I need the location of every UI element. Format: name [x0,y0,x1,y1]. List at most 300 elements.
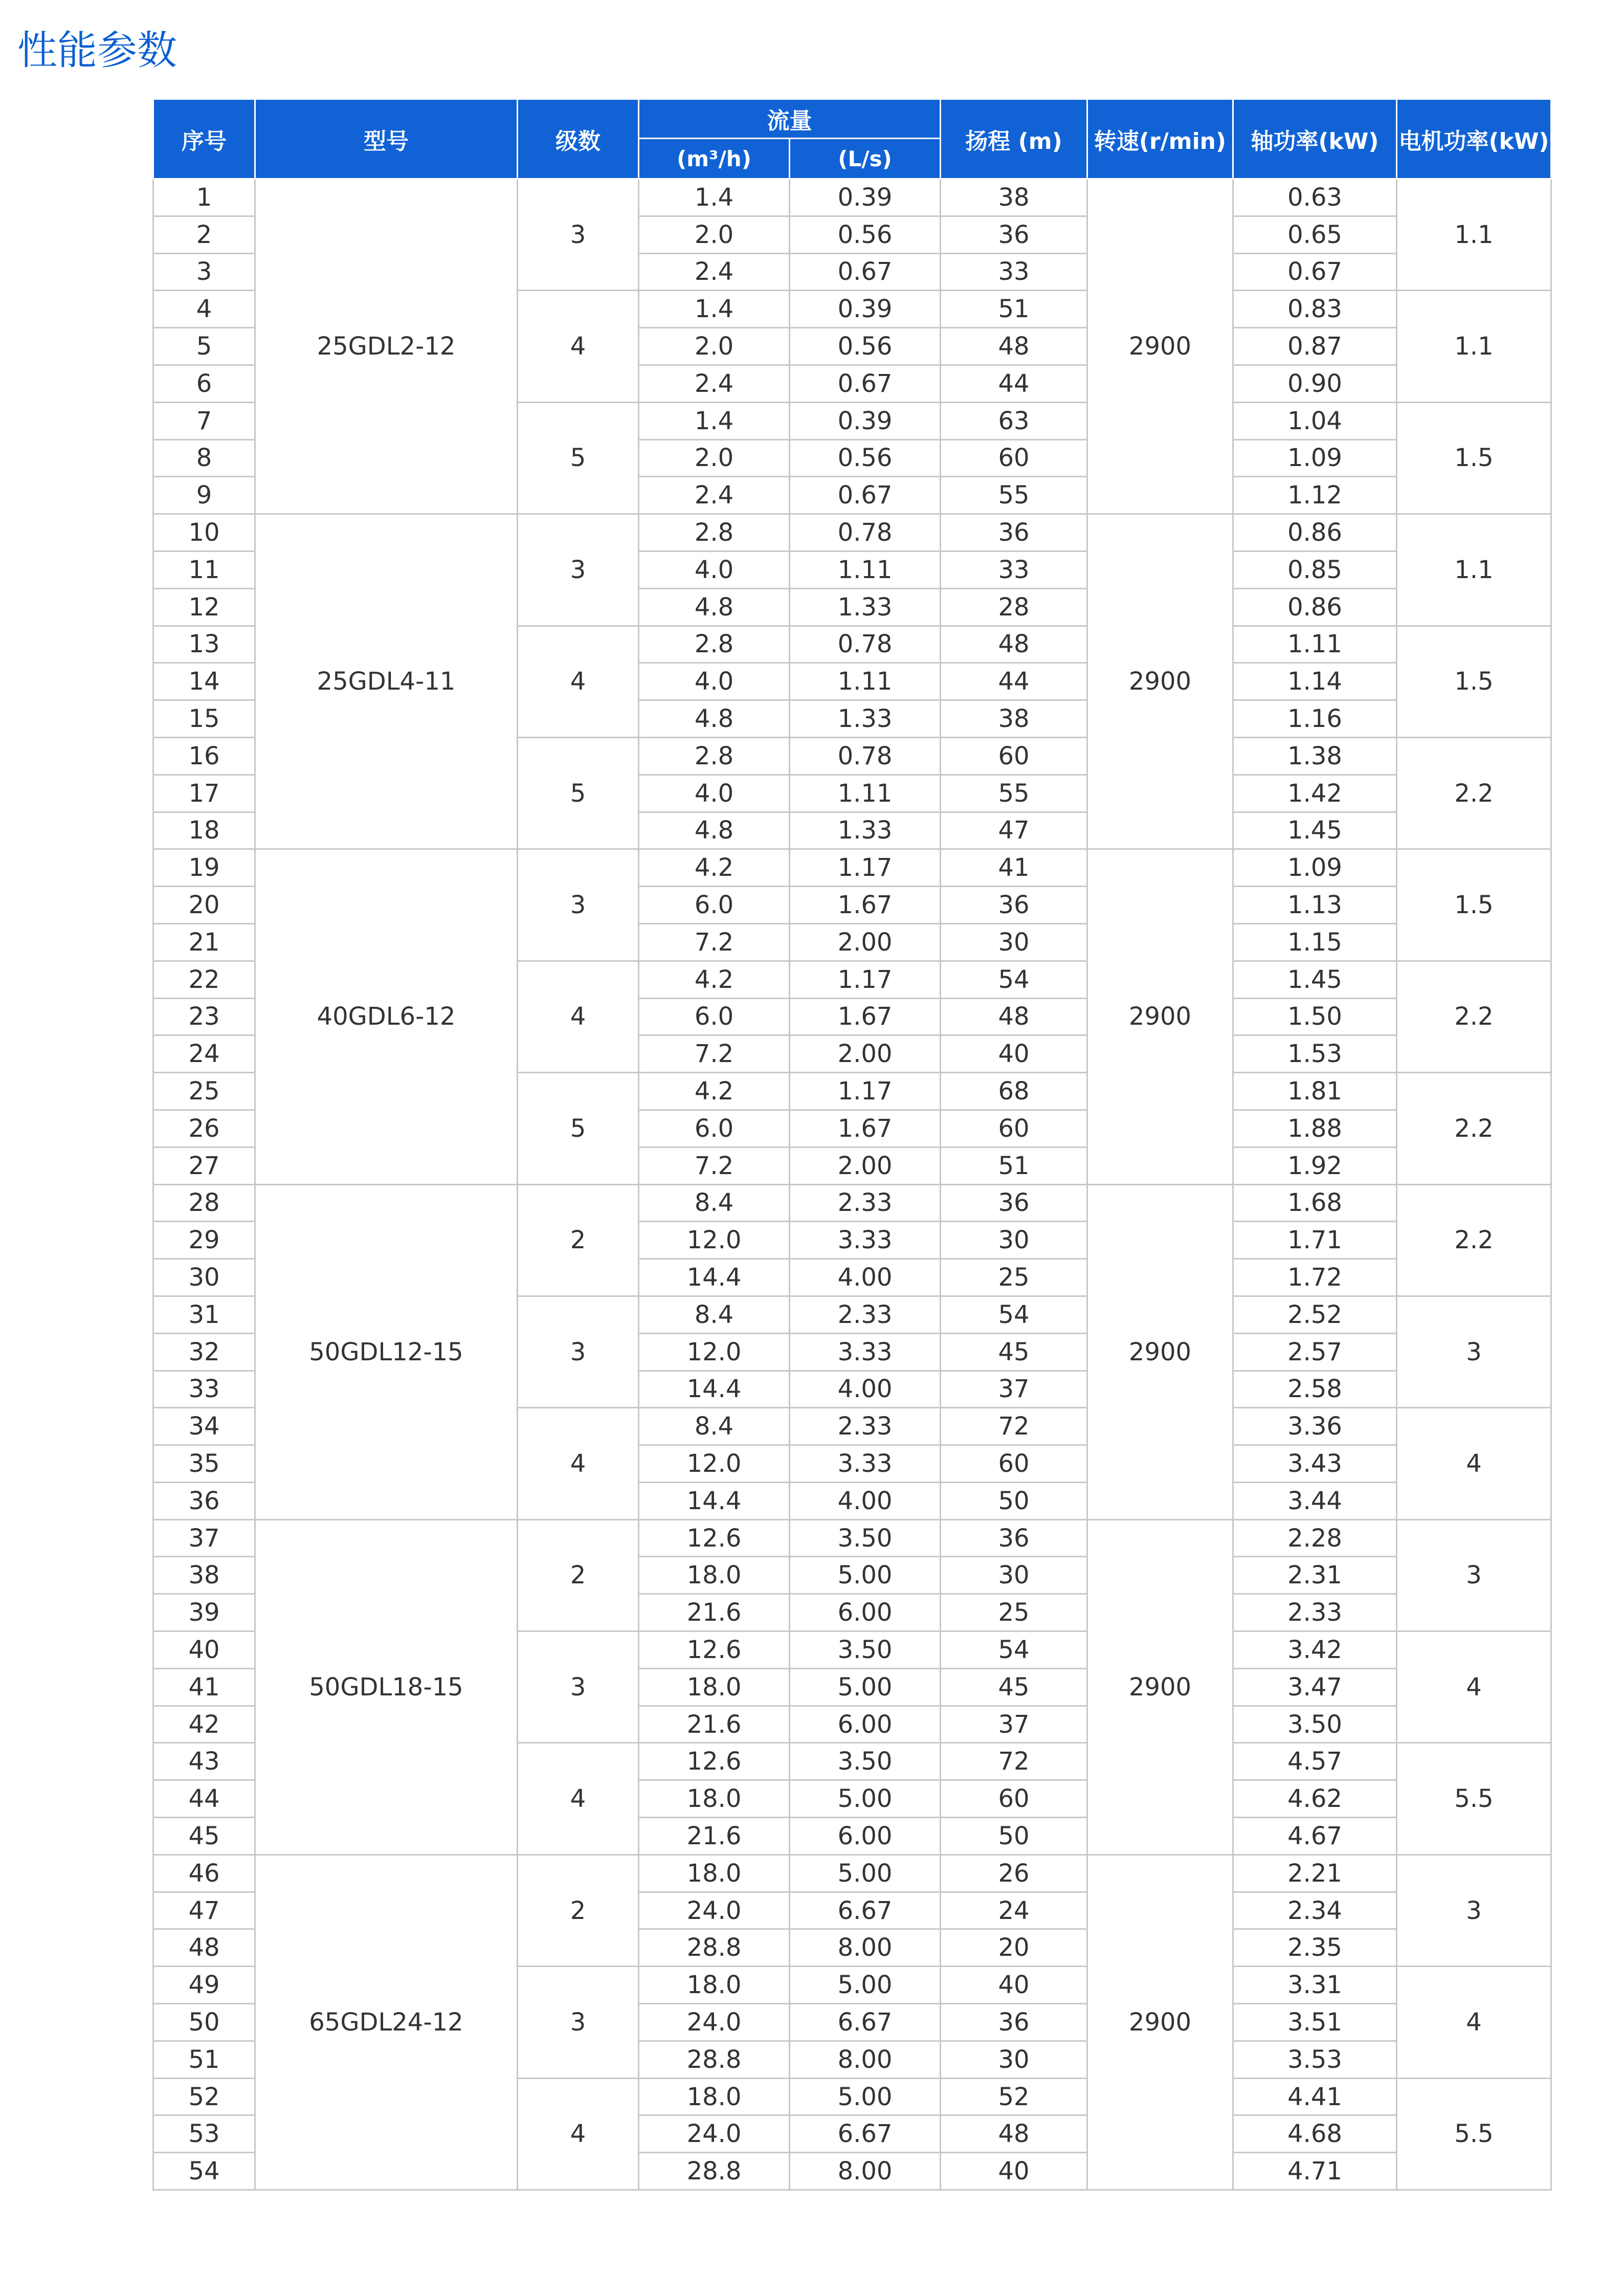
cell-head: 48 [941,998,1087,1035]
cell-flow-ls: 5.00 [790,1780,941,1818]
cell-head: 26 [941,1855,1087,1892]
cell-motor-power: 5.5 [1397,1743,1551,1855]
cell-flow-m3h: 1.4 [639,402,790,439]
cell-flow-ls: 8.00 [790,2153,941,2190]
cell-stages: 3 [518,1296,639,1407]
cell-shaft-power: 4.41 [1233,2078,1397,2115]
cell-flow-m3h: 4.2 [639,961,790,998]
cell-shaft-power: 1.14 [1233,663,1397,700]
cell-model: 65GDL24-12 [255,1855,518,2190]
cell-shaft-power: 1.50 [1233,998,1397,1035]
cell-flow-ls: 6.00 [790,1594,941,1631]
cell-speed: 2900 [1087,1855,1233,2190]
cell-motor-power: 1.1 [1397,514,1551,626]
cell-motor-power: 3 [1397,1296,1551,1407]
cell-shaft-power: 1.38 [1233,737,1397,775]
cell-motor-power: 1.5 [1397,626,1551,737]
cell-flow-m3h: 21.6 [639,1818,790,1855]
cell-shaft-power: 2.57 [1233,1333,1397,1371]
cell-flow-m3h: 18.0 [639,1557,790,1594]
cell-shaft-power: 2.31 [1233,1557,1397,1594]
table-row [153,1519,1551,1557]
cell-shaft-power: 2.34 [1233,1892,1397,1929]
cell-no: 31 [153,1296,255,1333]
cell-no: 27 [153,1147,255,1184]
cell-stages: 5 [518,737,639,849]
table-body [153,179,1551,2190]
cell-head: 44 [941,663,1087,700]
cell-no: 5 [153,328,255,365]
cell-flow-ls: 0.39 [790,291,941,328]
cell-flow-ls: 0.67 [790,477,941,514]
cell-no: 4 [153,291,255,328]
cell-model: 40GDL6-12 [255,849,518,1184]
cell-flow-m3h: 14.4 [639,1371,790,1408]
cell-head: 60 [941,737,1087,775]
cell-shaft-power: 4.67 [1233,1818,1397,1855]
cell-shaft-power: 3.51 [1233,2004,1397,2041]
cell-no: 51 [153,2041,255,2078]
cell-flow-m3h: 21.6 [639,1706,790,1743]
cell-stages: 5 [518,402,639,514]
cell-flow-ls: 2.00 [790,923,941,961]
cell-motor-power: 5.5 [1397,2078,1551,2190]
cell-head: 36 [941,1519,1087,1557]
header-motor-power: 电机功率(kW) [1397,99,1551,179]
cell-motor-power: 2.2 [1397,737,1551,849]
cell-no: 29 [153,1222,255,1259]
cell-shaft-power: 2.21 [1233,1855,1397,1892]
cell-flow-m3h: 12.6 [639,1631,790,1669]
cell-flow-m3h: 4.8 [639,588,790,626]
table-row [153,179,1551,216]
cell-flow-m3h: 1.4 [639,291,790,328]
cell-shaft-power: 0.90 [1233,365,1397,402]
cell-flow-ls: 5.00 [790,1855,941,1892]
cell-head: 37 [941,1706,1087,1743]
cell-flow-m3h: 12.6 [639,1743,790,1780]
cell-flow-m3h: 4.2 [639,849,790,887]
cell-no: 52 [153,2078,255,2115]
cell-flow-ls: 6.67 [790,2004,941,2041]
cell-flow-ls: 6.00 [790,1706,941,1743]
cell-flow-m3h: 18.0 [639,1668,790,1706]
cell-speed: 2900 [1087,1184,1233,1519]
cell-shaft-power: 1.11 [1233,626,1397,663]
header-model: 型号 [255,99,518,179]
cell-stages: 3 [518,179,639,291]
cell-flow-ls: 4.00 [790,1482,941,1519]
cell-flow-m3h: 6.0 [639,1110,790,1147]
cell-flow-ls: 0.78 [790,626,941,663]
cell-shaft-power: 3.50 [1233,1706,1397,1743]
cell-no: 28 [153,1184,255,1222]
cell-flow-m3h: 18.0 [639,2078,790,2115]
cell-head: 51 [941,1147,1087,1184]
header-flow-m3h: (m³/h) [639,139,790,179]
cell-no: 36 [153,1482,255,1519]
cell-head: 45 [941,1333,1087,1371]
header-flow: 流量 [639,99,941,139]
cell-stages: 2 [518,1855,639,1966]
cell-no: 10 [153,514,255,551]
cell-motor-power: 1.1 [1397,291,1551,402]
cell-shaft-power: 1.45 [1233,812,1397,849]
cell-no: 26 [153,1110,255,1147]
cell-head: 54 [941,1631,1087,1669]
cell-shaft-power: 1.12 [1233,477,1397,514]
cell-flow-m3h: 28.8 [639,2153,790,2190]
cell-head: 72 [941,1408,1087,1445]
cell-shaft-power: 2.33 [1233,1594,1397,1631]
cell-flow-ls: 4.00 [790,1259,941,1296]
cell-no: 23 [153,998,255,1035]
cell-head: 30 [941,2041,1087,2078]
cell-flow-ls: 1.67 [790,1110,941,1147]
cell-head: 36 [941,514,1087,551]
cell-no: 41 [153,1668,255,1706]
cell-stages: 4 [518,1408,639,1519]
cell-model: 50GDL18-15 [255,1519,518,1855]
cell-no: 42 [153,1706,255,1743]
cell-shaft-power: 1.42 [1233,775,1397,812]
cell-no: 1 [153,179,255,216]
cell-shaft-power: 1.45 [1233,961,1397,998]
cell-no: 54 [153,2153,255,2190]
cell-stages: 3 [518,514,639,626]
cell-head: 25 [941,1259,1087,1296]
cell-no: 46 [153,1855,255,1892]
cell-head: 36 [941,2004,1087,2041]
cell-head: 30 [941,1222,1087,1259]
cell-head: 63 [941,402,1087,439]
cell-head: 50 [941,1482,1087,1519]
cell-head: 30 [941,1557,1087,1594]
cell-flow-ls: 0.39 [790,402,941,439]
cell-flow-ls: 2.00 [790,1035,941,1073]
cell-flow-ls: 8.00 [790,2041,941,2078]
cell-head: 38 [941,700,1087,738]
cell-head: 36 [941,216,1087,253]
cell-flow-m3h: 14.4 [639,1482,790,1519]
cell-no: 11 [153,551,255,588]
cell-no: 17 [153,775,255,812]
cell-flow-ls: 1.11 [790,775,941,812]
cell-head: 45 [941,1668,1087,1706]
cell-head: 55 [941,775,1087,812]
cell-head: 60 [941,1780,1087,1818]
header-speed: 转速(r/min) [1087,99,1233,179]
cell-shaft-power: 1.09 [1233,439,1397,477]
cell-head: 54 [941,961,1087,998]
cell-shaft-power: 1.16 [1233,700,1397,738]
cell-flow-ls: 3.33 [790,1333,941,1371]
cell-no: 38 [153,1557,255,1594]
cell-motor-power: 4 [1397,1408,1551,1519]
cell-flow-m3h: 7.2 [639,1147,790,1184]
cell-stages: 4 [518,961,639,1072]
cell-no: 20 [153,887,255,924]
cell-head: 41 [941,849,1087,887]
cell-shaft-power: 3.47 [1233,1668,1397,1706]
table-row [153,1855,1551,1892]
cell-shaft-power: 0.85 [1233,551,1397,588]
cell-flow-m3h: 12.6 [639,1519,790,1557]
cell-flow-ls: 2.33 [790,1408,941,1445]
cell-flow-m3h: 4.2 [639,1073,790,1110]
cell-motor-power: 1.5 [1397,402,1551,514]
cell-motor-power: 1.5 [1397,849,1551,961]
cell-shaft-power: 3.36 [1233,1408,1397,1445]
cell-head: 55 [941,477,1087,514]
cell-head: 38 [941,179,1087,216]
cell-model: 50GDL12-15 [255,1184,518,1519]
cell-head: 37 [941,1371,1087,1408]
cell-no: 37 [153,1519,255,1557]
cell-flow-ls: 3.50 [790,1519,941,1557]
cell-motor-power: 3 [1397,1519,1551,1631]
cell-flow-ls: 5.00 [790,1668,941,1706]
cell-flow-m3h: 8.4 [639,1408,790,1445]
cell-stages: 2 [518,1184,639,1296]
cell-head: 25 [941,1594,1087,1631]
cell-flow-m3h: 8.4 [639,1296,790,1333]
cell-flow-ls: 1.33 [790,700,941,738]
cell-head: 47 [941,812,1087,849]
cell-flow-ls: 1.67 [790,998,941,1035]
cell-flow-m3h: 2.4 [639,253,790,291]
cell-flow-m3h: 8.4 [639,1184,790,1222]
cell-flow-m3h: 1.4 [639,179,790,216]
cell-shaft-power: 0.86 [1233,514,1397,551]
table-row [153,1184,1551,1222]
cell-flow-m3h: 2.8 [639,737,790,775]
header-stages: 级数 [518,99,639,179]
cell-no: 48 [153,1929,255,1967]
cell-no: 24 [153,1035,255,1073]
header-shaft-power: 轴功率(kW) [1233,99,1397,179]
cell-shaft-power: 1.09 [1233,849,1397,887]
header-flow-ls: (L/s) [790,139,941,179]
cell-no: 44 [153,1780,255,1818]
cell-motor-power: 2.2 [1397,1073,1551,1184]
cell-shaft-power: 1.81 [1233,1073,1397,1110]
cell-shaft-power: 0.86 [1233,588,1397,626]
cell-flow-ls: 2.33 [790,1296,941,1333]
cell-no: 32 [153,1333,255,1371]
cell-flow-m3h: 28.8 [639,1929,790,1967]
cell-no: 19 [153,849,255,887]
cell-head: 60 [941,439,1087,477]
cell-model: 25GDL4-11 [255,514,518,849]
header-head: 扬程 (m) [941,99,1087,179]
cell-shaft-power: 0.83 [1233,291,1397,328]
cell-flow-ls: 6.67 [790,1892,941,1929]
cell-head: 44 [941,365,1087,402]
cell-flow-m3h: 2.4 [639,477,790,514]
cell-motor-power: 2.2 [1397,961,1551,1072]
cell-flow-ls: 4.00 [790,1371,941,1408]
cell-shaft-power: 2.35 [1233,1929,1397,1967]
header-no: 序号 [153,99,255,179]
cell-shaft-power: 3.43 [1233,1445,1397,1483]
cell-shaft-power: 4.62 [1233,1780,1397,1818]
cell-flow-ls: 1.67 [790,887,941,924]
cell-flow-m3h: 7.2 [639,923,790,961]
cell-shaft-power: 1.53 [1233,1035,1397,1073]
cell-flow-ls: 0.67 [790,253,941,291]
cell-head: 33 [941,253,1087,291]
cell-flow-m3h: 21.6 [639,1594,790,1631]
cell-head: 20 [941,1929,1087,1967]
cell-flow-m3h: 12.0 [639,1222,790,1259]
cell-stages: 5 [518,1073,639,1184]
cell-flow-ls: 5.00 [790,2078,941,2115]
cell-flow-ls: 3.50 [790,1743,941,1780]
cell-flow-ls: 0.56 [790,216,941,253]
cell-shaft-power: 1.04 [1233,402,1397,439]
cell-stages: 4 [518,1743,639,1855]
cell-no: 22 [153,961,255,998]
table-header [153,99,1551,179]
cell-no: 35 [153,1445,255,1483]
cell-speed: 2900 [1087,179,1233,514]
cell-shaft-power: 1.88 [1233,1110,1397,1147]
cell-stages: 3 [518,1631,639,1743]
cell-motor-power: 4 [1397,1967,1551,2078]
cell-head: 36 [941,887,1087,924]
cell-flow-m3h: 7.2 [639,1035,790,1073]
cell-flow-ls: 1.33 [790,588,941,626]
cell-shaft-power: 4.57 [1233,1743,1397,1780]
cell-flow-ls: 1.17 [790,1073,941,1110]
cell-flow-ls: 8.00 [790,1929,941,1967]
cell-no: 47 [153,1892,255,1929]
cell-motor-power: 2.2 [1397,1184,1551,1296]
cell-flow-m3h: 4.0 [639,551,790,588]
cell-no: 13 [153,626,255,663]
cell-flow-ls: 3.33 [790,1222,941,1259]
cell-no: 40 [153,1631,255,1669]
cell-shaft-power: 4.68 [1233,2115,1397,2153]
cell-head: 28 [941,588,1087,626]
cell-shaft-power: 1.68 [1233,1184,1397,1222]
cell-shaft-power: 0.65 [1233,216,1397,253]
cell-flow-m3h: 2.0 [639,439,790,477]
cell-flow-ls: 0.67 [790,365,941,402]
cell-motor-power: 3 [1397,1855,1551,1966]
cell-flow-ls: 5.00 [790,1557,941,1594]
cell-stages: 4 [518,626,639,737]
cell-no: 3 [153,253,255,291]
cell-flow-m3h: 12.0 [639,1445,790,1483]
cell-flow-ls: 3.33 [790,1445,941,1483]
cell-shaft-power: 0.67 [1233,253,1397,291]
cell-speed: 2900 [1087,849,1233,1184]
cell-no: 8 [153,439,255,477]
cell-flow-m3h: 28.8 [639,2041,790,2078]
performance-table [152,98,1552,2191]
cell-flow-m3h: 18.0 [639,1967,790,2004]
cell-flow-ls: 2.00 [790,1147,941,1184]
cell-flow-ls: 1.11 [790,551,941,588]
cell-flow-m3h: 14.4 [639,1259,790,1296]
cell-head: 40 [941,1967,1087,2004]
cell-no: 2 [153,216,255,253]
cell-shaft-power: 3.53 [1233,2041,1397,2078]
cell-head: 40 [941,1035,1087,1073]
cell-head: 48 [941,328,1087,365]
cell-flow-m3h: 4.8 [639,700,790,738]
cell-head: 52 [941,2078,1087,2115]
cell-flow-m3h: 2.8 [639,626,790,663]
cell-shaft-power: 3.42 [1233,1631,1397,1669]
cell-no: 18 [153,812,255,849]
cell-head: 68 [941,1073,1087,1110]
table-row [153,849,1551,887]
cell-shaft-power: 3.44 [1233,1482,1397,1519]
cell-head: 72 [941,1743,1087,1780]
cell-no: 50 [153,2004,255,2041]
cell-flow-ls: 5.00 [790,1967,941,2004]
cell-flow-ls: 0.78 [790,514,941,551]
table-row [153,514,1551,551]
cell-head: 33 [941,551,1087,588]
cell-head: 60 [941,1110,1087,1147]
cell-shaft-power: 1.13 [1233,887,1397,924]
cell-flow-m3h: 24.0 [639,2004,790,2041]
cell-head: 40 [941,2153,1087,2190]
cell-flow-ls: 0.56 [790,328,941,365]
cell-shaft-power: 1.71 [1233,1222,1397,1259]
cell-no: 15 [153,700,255,738]
cell-no: 25 [153,1073,255,1110]
cell-head: 48 [941,2115,1087,2153]
cell-speed: 2900 [1087,1519,1233,1855]
cell-no: 14 [153,663,255,700]
cell-no: 6 [153,365,255,402]
cell-no: 39 [153,1594,255,1631]
cell-shaft-power: 0.87 [1233,328,1397,365]
cell-no: 16 [153,737,255,775]
cell-shaft-power: 1.72 [1233,1259,1397,1296]
cell-flow-ls: 3.50 [790,1631,941,1669]
cell-shaft-power: 2.52 [1233,1296,1397,1333]
page-title: 性能参数 [17,28,177,74]
cell-shaft-power: 2.28 [1233,1519,1397,1557]
cell-flow-ls: 0.78 [790,737,941,775]
cell-flow-ls: 0.39 [790,179,941,216]
cell-flow-m3h: 6.0 [639,887,790,924]
cell-no: 12 [153,588,255,626]
cell-flow-m3h: 2.4 [639,365,790,402]
cell-flow-m3h: 4.0 [639,663,790,700]
cell-flow-m3h: 4.0 [639,775,790,812]
cell-head: 50 [941,1818,1087,1855]
cell-shaft-power: 0.63 [1233,179,1397,216]
cell-stages: 3 [518,1967,639,2078]
cell-flow-m3h: 12.0 [639,1333,790,1371]
cell-flow-ls: 1.11 [790,663,941,700]
cell-flow-m3h: 2.8 [639,514,790,551]
cell-stages: 3 [518,849,639,961]
cell-motor-power: 1.1 [1397,179,1551,291]
cell-flow-m3h: 2.0 [639,328,790,365]
cell-head: 36 [941,1184,1087,1222]
cell-flow-m3h: 18.0 [639,1780,790,1818]
cell-stages: 2 [518,1519,639,1631]
cell-model: 25GDL2-12 [255,179,518,514]
